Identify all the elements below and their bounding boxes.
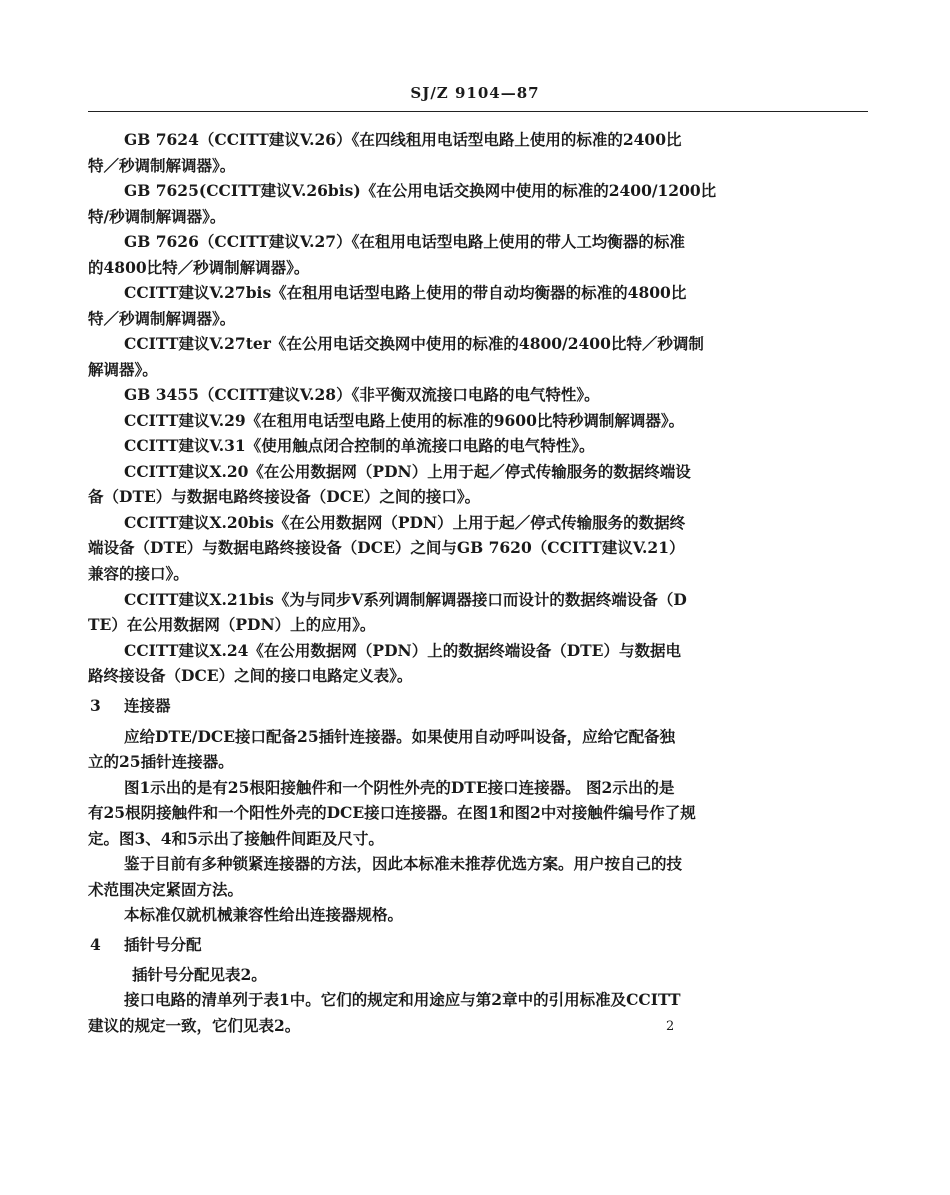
text-line: 立的25插针连接器。 bbox=[88, 752, 234, 771]
text-line: 鉴于目前有多种锁紧连接器的方法，因此本标准未推荐优选方案。用户按自己的技 bbox=[124, 854, 683, 873]
text-line: CCITT建议X.24《在公用数据网（PDN）上的数据终端设备（DTE）与数据电 bbox=[124, 641, 681, 660]
text-line: TE）在公用数据网（PDN）上的应用》。 bbox=[88, 615, 376, 634]
text-line: GB 7625(CCITT建议V.26bis)《在公用电话交换网中使用的标准的2400/1200比 bbox=[124, 181, 717, 200]
text-line: 特／秒调制解调器》。 bbox=[88, 309, 236, 328]
text-line: CCITT建议X.21bis《为与同步V系列调制解调器接口而设计的数据终端设备（D bbox=[124, 590, 687, 609]
text-line: 解调器》。 bbox=[88, 360, 158, 379]
header-rule bbox=[88, 111, 868, 112]
text-line: GB 7624（CCITT建议V.26）《在四线租用电话型电路上使用的标准的2400比 bbox=[124, 130, 682, 149]
text-line: 特/秒调制解调器》。 bbox=[88, 207, 226, 226]
section-number: 3 bbox=[90, 696, 101, 715]
text-line: 特／秒调制解调器》。 bbox=[88, 156, 236, 175]
text-line: CCITT建议X.20bis《在公用数据网（PDN）上用于起／停式传输服务的数据终 bbox=[124, 513, 686, 532]
section-4-heading bbox=[90, 936, 202, 954]
section-title: 插针号分配 bbox=[124, 935, 202, 954]
text-line: 端设备（DTE）与数据电路终接设备（DCE）之间与GB 7620（CCITT建议V.21） bbox=[88, 538, 685, 557]
text-line: CCITT建议V.27bis《在租用电话型电路上使用的带自动均衡器的标准的4800比 bbox=[124, 283, 687, 302]
text-line: 插针号分配见表2。 bbox=[132, 965, 267, 984]
text-line: 定。图3、4和5示出了接触件间距及尺寸。 bbox=[88, 829, 384, 848]
text-line: 本标准仅就机械兼容性给出连接器规格。 bbox=[124, 905, 404, 924]
text-line: CCITT建议V.29《在租用电话型电路上使用的标准的9600比特秒调制解调器》。 bbox=[124, 411, 685, 430]
text-line: CCITT建议X.20《在公用数据网（PDN）上用于起／停式传输服务的数据终端设 bbox=[124, 462, 691, 481]
text-line: 的4800比特／秒调制解调器》。 bbox=[88, 258, 310, 277]
page-number: 2 bbox=[666, 1019, 675, 1034]
text-line: 兼容的接口》。 bbox=[88, 564, 189, 583]
section-title: 连接器 bbox=[124, 696, 171, 715]
text-line: GB 3455（CCITT建议V.28）《非平衡双流接口电路的电气特性》。 bbox=[124, 385, 600, 404]
text-line: 路终接设备（DCE）之间的接口电路定义表》。 bbox=[88, 666, 413, 685]
text-line: 术范围决定紧固方法。 bbox=[88, 880, 244, 899]
text-line: 应给DTE/DCE接口配备25插针连接器。如果使用自动呼叫设备，应给它配备独 bbox=[124, 727, 676, 746]
text-line: 有25根阴接触件和一个阳性外壳的DCE接口连接器。在图1和图2中对接触件编号作了规 bbox=[88, 803, 696, 822]
text-line: 图1示出的是有25根阳接触件和一个阴性外壳的DTE接口连接器。 图2示出的是 bbox=[124, 778, 675, 797]
page-header: SJ/Z 9104—87 bbox=[410, 84, 540, 102]
section-3-heading bbox=[90, 697, 171, 715]
text-line: 备（DTE）与数据电路终接设备（DCE）之间的接口》。 bbox=[88, 487, 481, 506]
text-line: CCITT建议V.27ter《在公用电话交换网中使用的标准的4800/2400比特／秒调制 bbox=[124, 334, 704, 353]
text-line: CCITT建议V.31《使用触点闭合控制的单流接口电路的电气特性》。 bbox=[124, 436, 595, 455]
text-line: 建议的规定一致，它们见表2。 bbox=[88, 1016, 301, 1035]
text-line: GB 7626（CCITT建议V.27）《在租用电话型电路上使用的带人工均衡器的标准 bbox=[124, 232, 685, 251]
section-number: 4 bbox=[90, 935, 101, 954]
text-line: 接口电路的清单列于表1中。它们的规定和用途应与第2章中的引用标准及CCITT bbox=[124, 990, 681, 1009]
